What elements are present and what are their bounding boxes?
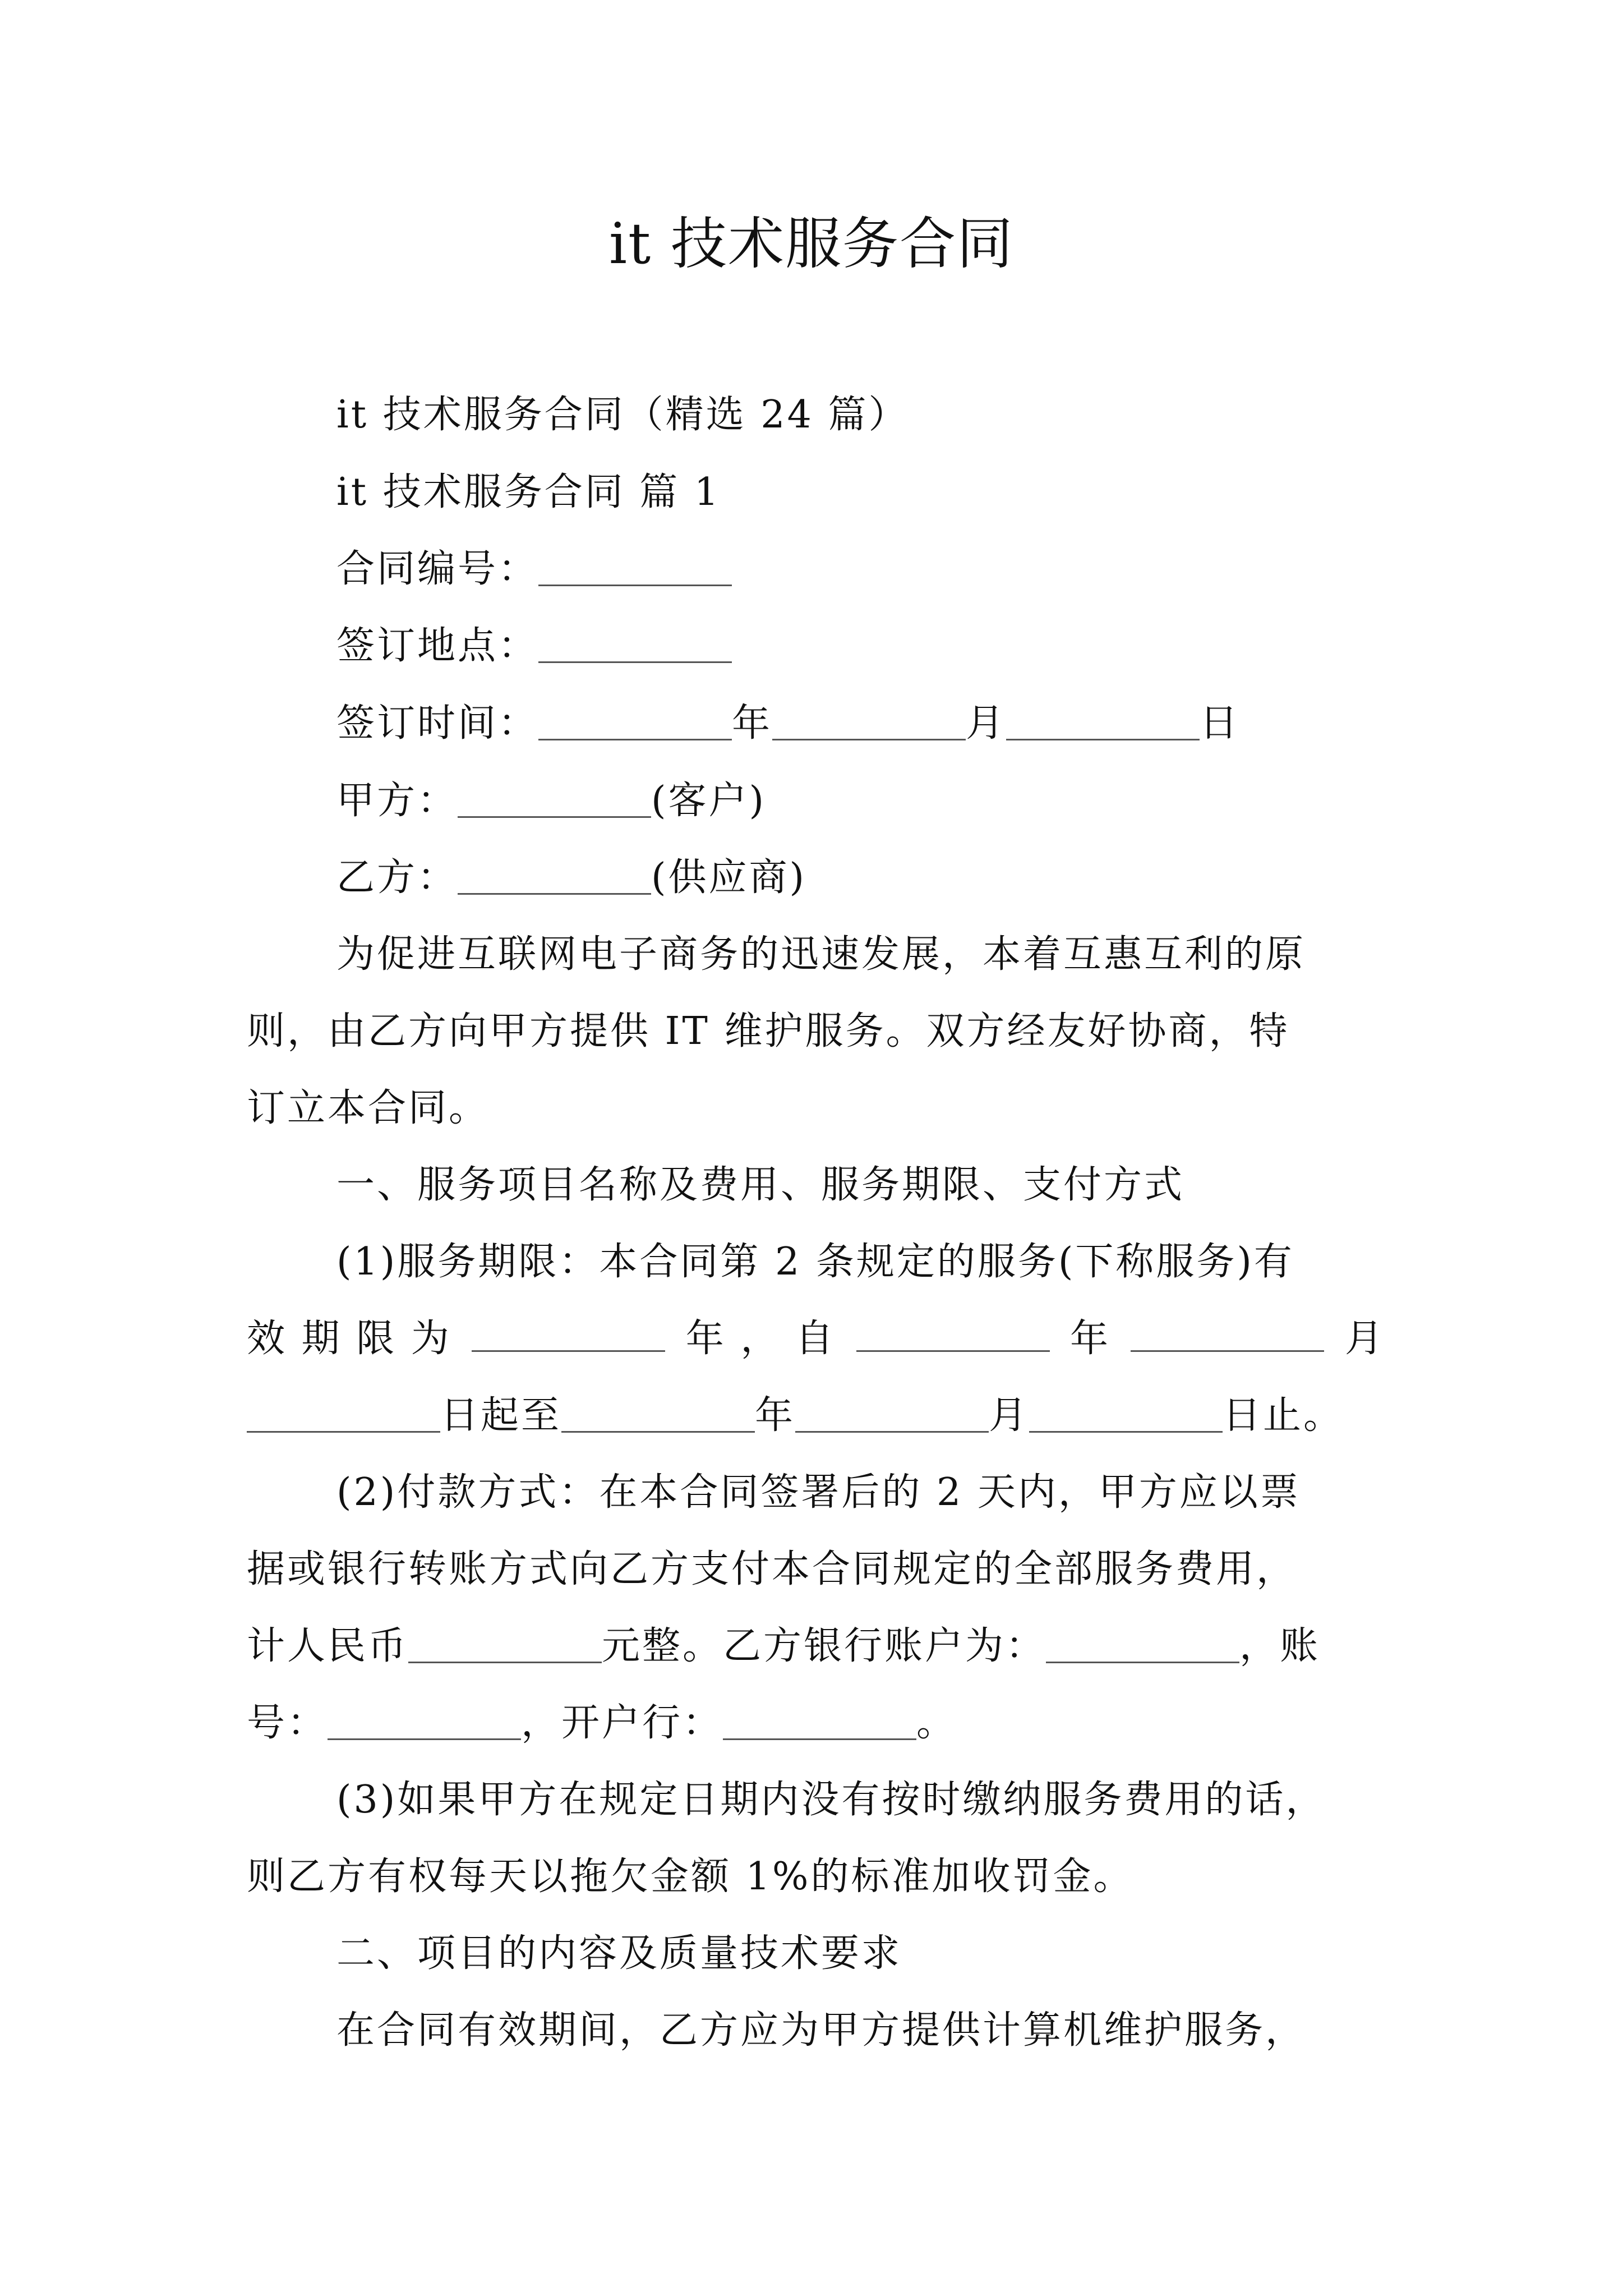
start-day-to-label: 日起至 (440, 1393, 562, 1438)
start-day-blank (247, 1392, 440, 1433)
account-number-label: 号： (247, 1701, 328, 1745)
sign-place-line (336, 618, 1385, 674)
start-month-blank (1131, 1311, 1324, 1352)
penalty-line-2: 则乙方有权每天以拖欠金额 1%的标准加收罚金。 (247, 1855, 1134, 1899)
document-title: it 技术服务合同 (609, 211, 1014, 277)
payment-line-1: (2)付款方式：在本合同签署后的 2 天内，甲方应以票 (336, 1470, 1301, 1515)
month-label: 月 (966, 701, 1007, 746)
bank-account-label: 元整。乙方银行账户为： (602, 1624, 1046, 1668)
amount-blank (408, 1622, 602, 1663)
contract-number-line (336, 541, 1385, 597)
term-line-1: (1)服务期限：本合同第 2 条规定的服务(下称服务)有 (336, 1240, 1294, 1284)
party-a-blank (458, 777, 651, 818)
day-label: 日 (1200, 701, 1241, 746)
opening-bank-label: ，开户行： (521, 1701, 723, 1745)
end-year-blank (561, 1392, 755, 1433)
party-a-line (336, 773, 1385, 829)
contract-number-label: 合同编号： (336, 547, 539, 591)
section-2-heading: 二、项目的内容及质量技术要求 (336, 1931, 902, 1976)
term-years-blank (472, 1311, 665, 1352)
payment-line-4 (247, 1695, 1385, 1751)
opening-bank-blank (723, 1699, 916, 1740)
term-line-3 (247, 1388, 1385, 1444)
start-year-label: 年 (1069, 1317, 1110, 1361)
account-label: ，账 (1239, 1624, 1321, 1668)
end-month-blank (795, 1392, 989, 1433)
sign-time-line (336, 696, 1385, 752)
year-label: 年 (732, 701, 773, 746)
party-a-note: (客户) (651, 779, 767, 823)
payment-line-3 (247, 1618, 1385, 1674)
account-number-blank (328, 1699, 521, 1740)
term-line-2 (247, 1311, 1385, 1367)
section-heading: it 技术服务合同 篇 1 (336, 470, 721, 514)
sign-day-blank (1006, 700, 1200, 740)
party-b-note: (供应商) (651, 855, 807, 900)
subtitle: it 技术服务合同（精选 24 篇） (336, 393, 909, 437)
party-b-line (336, 850, 1385, 906)
end-day-label: 日止。 (1223, 1393, 1344, 1438)
intro-line-1: 为促进互联网电子商务的迅速发展，本着互惠互利的原 (336, 932, 1306, 977)
section-2-line-1: 在合同有效期间，乙方应为甲方提供计算机维护服务， (336, 2008, 1306, 2053)
sign-place-blank (538, 622, 732, 663)
sign-year-blank (538, 700, 732, 740)
period-mark: 。 (916, 1701, 957, 1745)
term-from-label: 年 ， 自 (685, 1317, 836, 1361)
intro-line-2: 则，由乙方向甲方提供 IT 维护服务。双方经友好协商，特 (247, 1009, 1290, 1053)
end-day-blank (1029, 1392, 1223, 1433)
bank-account-blank (1046, 1622, 1239, 1663)
amount-label: 计人民币 (247, 1624, 409, 1668)
sign-place-label: 签订地点： (336, 624, 539, 668)
start-month-label: 月 (1344, 1317, 1385, 1361)
sign-month-blank (772, 700, 966, 740)
penalty-line-1: (3)如果甲方在规定日期内没有按时缴纳服务费用的话， (336, 1778, 1326, 1822)
party-a-label: 甲方： (336, 779, 458, 823)
party-b-label: 乙方： (336, 855, 458, 900)
sign-time-label: 签订时间： (336, 701, 539, 746)
party-b-blank (458, 854, 651, 895)
end-year-label: 年 (755, 1393, 796, 1438)
section-1-heading: 一、服务项目名称及费用、服务期限、支付方式 (336, 1163, 1185, 1207)
intro-line-3: 订立本合同。 (247, 1086, 490, 1130)
start-year-blank (856, 1311, 1050, 1352)
contract-number-blank (538, 545, 732, 586)
end-month-label: 月 (989, 1393, 1030, 1438)
term-label: 效 期 限 为 (247, 1317, 451, 1361)
payment-line-2: 据或银行转账方式向乙方支付本合同规定的全部服务费用， (247, 1547, 1297, 1591)
